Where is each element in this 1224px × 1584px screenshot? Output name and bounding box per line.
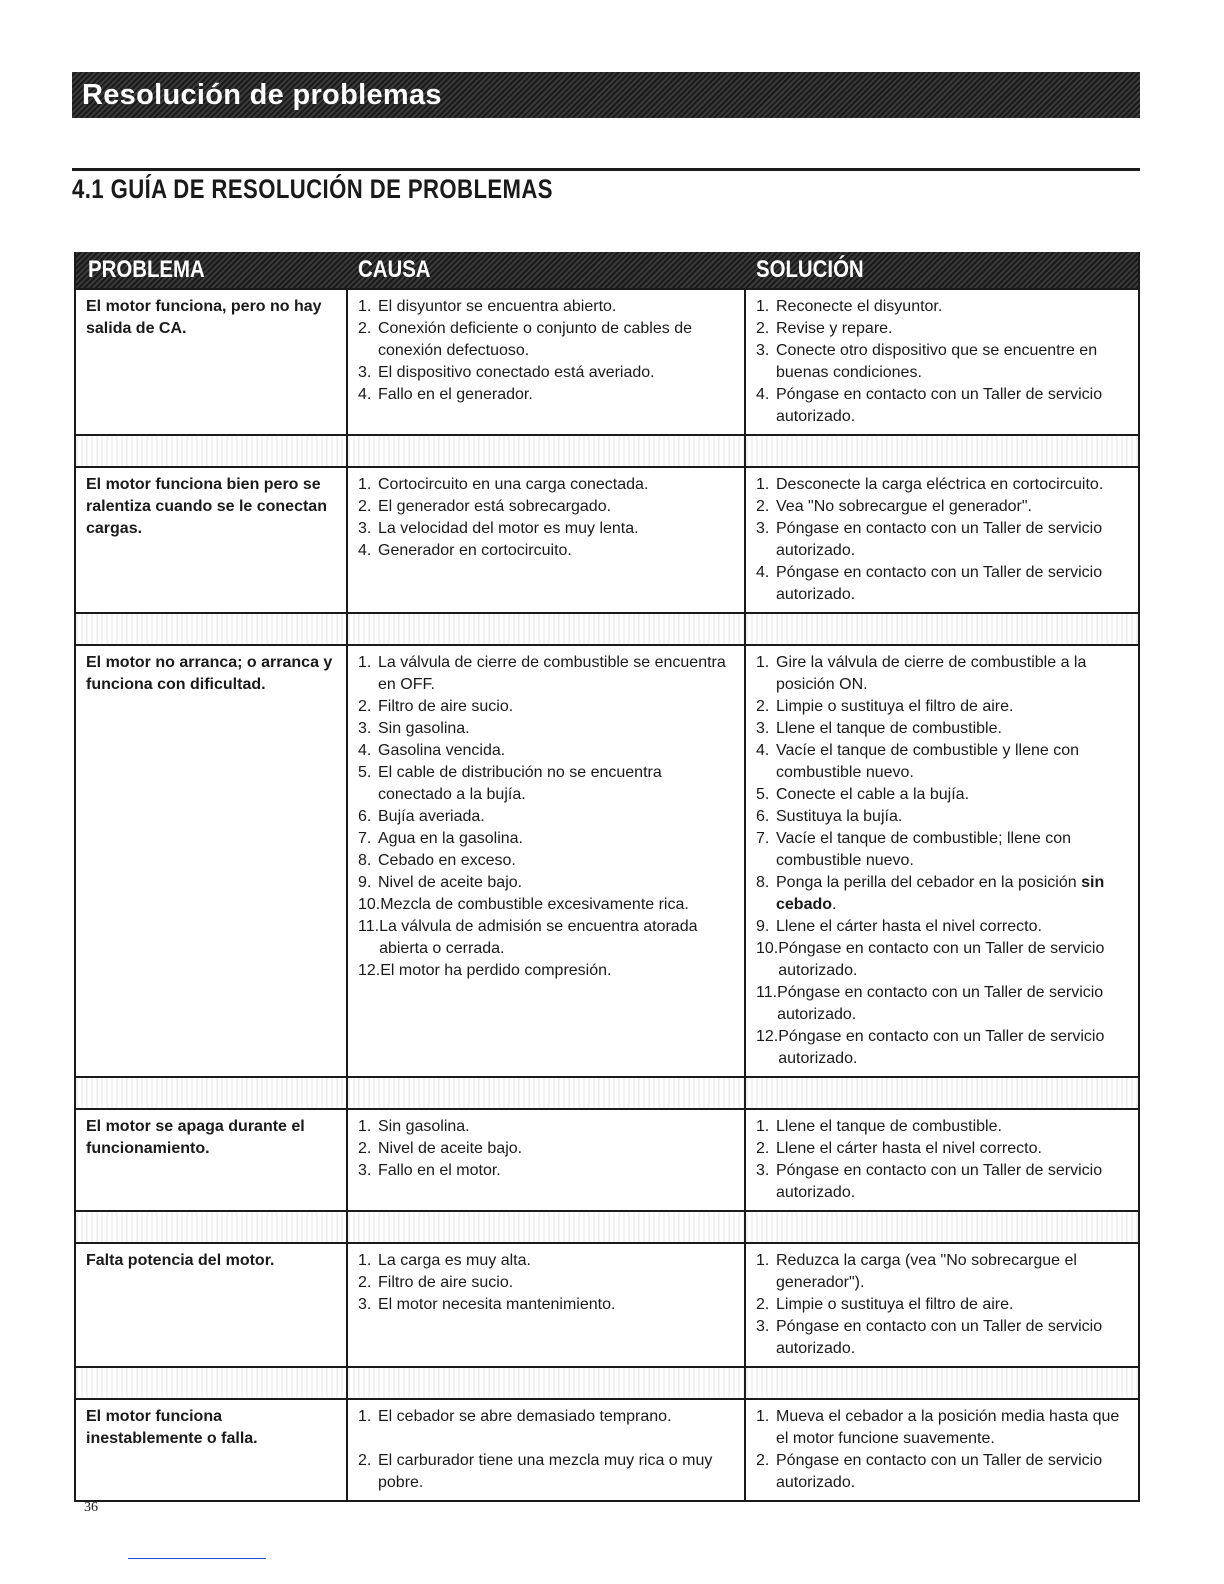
list-item xyxy=(358,916,734,960)
item-text xyxy=(776,916,1128,938)
item-text-main: Generador en cortocircuito. xyxy=(378,542,572,559)
spacer-cell xyxy=(346,614,744,644)
item-text xyxy=(776,1160,1128,1204)
list-item xyxy=(756,318,1128,340)
item-text-main: Bujía averiada. xyxy=(378,808,485,825)
item-text-main: Filtro de aire sucio. xyxy=(378,698,514,715)
solution-cell xyxy=(744,646,1138,1076)
item-text-main: Llene el tanque de combustible. xyxy=(776,720,1002,737)
list-item xyxy=(756,1116,1128,1138)
item-number: 8. xyxy=(358,852,372,869)
item-text xyxy=(776,1450,1128,1494)
table-row xyxy=(76,644,1138,1076)
item-text-main: Vea "No sobrecargue el generador". xyxy=(776,498,1032,515)
item-number: 7. xyxy=(358,830,372,847)
item-number: 4. xyxy=(358,742,372,759)
list-item xyxy=(756,1250,1128,1294)
list-item xyxy=(756,696,1128,718)
item-number: 11. xyxy=(358,918,380,935)
item-text xyxy=(379,916,734,960)
list-item xyxy=(756,562,1128,606)
item-text-main: Póngase en contacto con un Taller de servicio autorizado. xyxy=(776,1452,1103,1491)
list-item xyxy=(756,340,1128,384)
chapter-title: Resolución de problemas xyxy=(82,78,442,111)
list-item xyxy=(756,652,1128,696)
item-number: 3. xyxy=(358,1296,372,1313)
solution-list xyxy=(756,1250,1128,1360)
list-item xyxy=(358,318,734,362)
item-number: 3. xyxy=(358,364,372,381)
item-text xyxy=(776,340,1128,384)
item-text-main: Vacíe el tanque de combustible y llene con combustible nuevo. xyxy=(776,742,1080,781)
item-text-main: La válvula de cierre de combustible se encuentra en OFF. xyxy=(378,654,726,693)
list-item xyxy=(756,1450,1128,1494)
item-text-main: Póngase en contacto con un Taller de servicio autorizado. xyxy=(776,564,1103,603)
table-row xyxy=(76,1108,1138,1210)
item-text-main: Llene el tanque de combustible. xyxy=(776,1118,1002,1135)
item-text-main: Póngase en contacto con un Taller de servicio autorizado. xyxy=(777,984,1104,1023)
item-text xyxy=(776,740,1128,784)
list-item xyxy=(756,384,1128,428)
list-item xyxy=(358,1138,734,1160)
cause-cell xyxy=(346,468,744,612)
item-text-main: Conecte otro dispositivo que se encuentre en buenas condiciones. xyxy=(776,342,1098,381)
spacer-cell xyxy=(744,1368,1138,1398)
item-text-main: Sustituya la bujía. xyxy=(776,808,903,825)
solution-list xyxy=(756,1116,1128,1204)
solution-list xyxy=(756,652,1128,1070)
item-text-main: Póngase en contacto con un Taller de servicio autorizado. xyxy=(778,1028,1105,1067)
item-text-main: Llene el cárter hasta el nivel correcto. xyxy=(776,1140,1042,1157)
row-spacer xyxy=(76,612,1138,644)
item-text-main: Póngase en contacto con un Taller de servicio autorizado. xyxy=(776,1318,1103,1357)
item-text-main: Limpie o sustituya el filtro de aire. xyxy=(776,1296,1014,1313)
item-text xyxy=(776,384,1128,428)
list-item xyxy=(358,1406,734,1428)
item-number: 2. xyxy=(756,498,770,515)
item-text-main: Cebado en exceso. xyxy=(378,852,516,869)
item-text-main: Nivel de aceite bajo. xyxy=(378,874,523,891)
list-item xyxy=(756,474,1128,496)
item-text-bold: sin cebado xyxy=(776,874,1105,913)
item-text xyxy=(378,1138,734,1160)
row-spacer xyxy=(76,1366,1138,1398)
list-item xyxy=(756,828,1128,872)
item-text xyxy=(776,518,1128,562)
item-number: 1. xyxy=(358,298,372,315)
item-text xyxy=(776,806,1128,828)
list-item xyxy=(358,740,734,762)
item-text xyxy=(378,828,734,850)
solution-cell xyxy=(744,290,1138,434)
item-text xyxy=(776,1250,1128,1294)
item-text xyxy=(378,518,734,540)
item-number: 1. xyxy=(358,1408,372,1425)
problem-cell: El motor funciona bien pero se ralentiza cuando se le conectan cargas. xyxy=(86,476,327,537)
cause-list xyxy=(358,296,734,406)
spacer-cell xyxy=(76,1078,346,1108)
item-text xyxy=(776,562,1128,606)
item-text-main: Gasolina vencida. xyxy=(378,742,506,759)
list-item xyxy=(358,894,734,916)
item-text-main: Agua en la gasolina. xyxy=(378,830,523,847)
item-number: 2. xyxy=(358,698,372,715)
list-item xyxy=(358,960,734,982)
list-item xyxy=(358,474,734,496)
list-item xyxy=(358,696,734,718)
list-item xyxy=(358,296,734,318)
item-text xyxy=(778,938,1128,982)
item-text xyxy=(776,318,1128,340)
item-text-main: Cortocircuito en una carga conectada. xyxy=(378,476,649,493)
item-number: 3. xyxy=(756,1162,770,1179)
item-number: 9. xyxy=(358,874,372,891)
item-text xyxy=(378,318,734,362)
item-text xyxy=(776,496,1128,518)
solution-list xyxy=(756,474,1128,606)
item-text-main: Póngase en contacto con un Taller de servicio autorizado. xyxy=(776,386,1103,425)
list-item xyxy=(358,518,734,540)
item-text-main: El motor necesita mantenimiento. xyxy=(378,1296,616,1313)
item-text-main: Limpie o sustituya el filtro de aire. xyxy=(776,698,1014,715)
item-text xyxy=(378,1250,734,1272)
item-text xyxy=(378,540,734,562)
row-spacer xyxy=(76,1210,1138,1242)
table-row xyxy=(76,288,1138,434)
cause-list xyxy=(358,1406,734,1494)
list-item xyxy=(756,718,1128,740)
item-text-after: . xyxy=(832,896,837,913)
item-text-main: Desconecte la carga eléctrica en cortocircuito. xyxy=(776,476,1104,493)
spacer-cell xyxy=(346,1212,744,1242)
item-text xyxy=(378,696,734,718)
item-text-main: Póngase en contacto con un Taller de servicio autorizado. xyxy=(778,940,1105,979)
item-number: 1. xyxy=(756,476,770,493)
item-text xyxy=(776,652,1128,696)
item-text xyxy=(776,1116,1128,1138)
item-text-main: El generador está sobrecargado. xyxy=(378,498,612,515)
spacer-cell xyxy=(346,1078,744,1108)
item-text-main: Sin gasolina. xyxy=(378,1118,470,1135)
item-number: 3. xyxy=(756,342,770,359)
item-text xyxy=(776,1294,1128,1316)
item-text-main: Filtro de aire sucio. xyxy=(378,1274,514,1291)
item-number: 1. xyxy=(756,298,770,315)
item-number: 4. xyxy=(358,386,372,403)
list-item xyxy=(358,1160,734,1182)
problem-cell: El motor funciona inestablemente o falla. xyxy=(86,1408,258,1447)
item-text xyxy=(776,1406,1128,1450)
item-number: 12. xyxy=(756,1028,779,1045)
item-number: 9. xyxy=(756,918,770,935)
list-item xyxy=(358,496,734,518)
item-text xyxy=(378,496,734,518)
item-number: 3. xyxy=(756,520,770,537)
list-item xyxy=(358,652,734,696)
spacer-cell xyxy=(346,436,744,466)
item-text xyxy=(776,872,1128,916)
chapter-banner xyxy=(72,72,1140,118)
item-text xyxy=(378,718,734,740)
item-text-main: La velocidad del motor es muy lenta. xyxy=(378,520,639,537)
spacer-cell xyxy=(76,1368,346,1398)
item-text xyxy=(378,872,734,894)
cause-list xyxy=(358,474,734,562)
item-number: 1. xyxy=(756,1118,770,1135)
item-number: 4. xyxy=(358,542,372,559)
item-text-main: Reconecte el disyuntor. xyxy=(776,298,943,315)
list-item xyxy=(358,762,734,806)
item-number: 2. xyxy=(756,1452,770,1469)
list-item xyxy=(358,362,734,384)
list-item xyxy=(756,740,1128,784)
page-number: 36 xyxy=(84,1500,98,1515)
list-item xyxy=(358,806,734,828)
item-number: 11. xyxy=(756,984,778,1001)
item-number: 4. xyxy=(756,564,770,581)
cause-cell xyxy=(346,1400,744,1500)
table-row xyxy=(76,1242,1138,1366)
list-item xyxy=(756,982,1128,1026)
item-text-main: El disyuntor se encuentra abierto. xyxy=(378,298,617,315)
item-text-main: Conecte el cable a la bujía. xyxy=(776,786,970,803)
table-header xyxy=(76,252,1138,288)
item-text-main: Sin gasolina. xyxy=(378,720,470,737)
section-rule xyxy=(72,168,1140,171)
list-item xyxy=(756,1026,1128,1070)
item-number: 12. xyxy=(358,962,381,979)
item-text xyxy=(378,384,734,406)
item-number: 5. xyxy=(756,786,770,803)
item-text-main: Fallo en el motor. xyxy=(378,1162,501,1179)
item-number: 7. xyxy=(756,830,770,847)
list-item xyxy=(358,850,734,872)
item-number: 2. xyxy=(358,1140,372,1157)
item-number: 1. xyxy=(358,1252,372,1269)
item-text xyxy=(776,784,1128,806)
spacer-cell xyxy=(744,614,1138,644)
cause-cell xyxy=(346,290,744,434)
item-text xyxy=(778,1026,1128,1070)
item-number: 1. xyxy=(756,654,770,671)
item-text xyxy=(378,1116,734,1138)
spacer-cell xyxy=(744,1212,1138,1242)
solution-cell xyxy=(744,1400,1138,1500)
item-text-main: La válvula de admisión se encuentra atorada abierta o cerrada. xyxy=(379,918,698,957)
item-number: 10. xyxy=(756,940,779,957)
item-text xyxy=(378,762,734,806)
item-text xyxy=(378,806,734,828)
list-item xyxy=(756,1316,1128,1360)
item-text-main: Póngase en contacto con un Taller de servicio autorizado. xyxy=(776,520,1103,559)
item-text-main: Vacíe el tanque de combustible; llene con combustible nuevo. xyxy=(776,830,1072,869)
list-item xyxy=(756,518,1128,562)
item-number: 8. xyxy=(756,874,770,891)
spacer-cell xyxy=(346,1368,744,1398)
item-number: 2. xyxy=(756,320,770,337)
item-number: 3. xyxy=(358,1162,372,1179)
item-number: 2. xyxy=(756,1140,770,1157)
item-number: 1. xyxy=(358,654,372,671)
item-text-main: Reduzca la carga (vea "No sobrecargue el generador"). xyxy=(776,1252,1077,1291)
solution-list xyxy=(756,1406,1128,1494)
item-number: 2. xyxy=(756,698,770,715)
item-number: 6. xyxy=(358,808,372,825)
problem-cell: Falta potencia del motor. xyxy=(86,1252,275,1269)
item-number: 4. xyxy=(756,386,770,403)
item-number: 3. xyxy=(358,720,372,737)
list-item xyxy=(358,1450,734,1494)
item-text-main: El carburador tiene una mezcla muy rica o muy pobre. xyxy=(378,1452,713,1491)
item-number: 2. xyxy=(358,320,372,337)
item-text xyxy=(380,894,734,916)
cause-cell xyxy=(346,1244,744,1366)
solution-cell xyxy=(744,1244,1138,1366)
troubleshooting-table xyxy=(74,252,1140,1502)
cause-list xyxy=(358,1250,734,1316)
item-number: 1. xyxy=(756,1408,770,1425)
item-number: 4. xyxy=(756,742,770,759)
item-number: 1. xyxy=(358,1118,372,1135)
item-text xyxy=(378,362,734,384)
cause-cell xyxy=(346,646,744,1076)
item-text xyxy=(378,1160,734,1182)
list-item xyxy=(756,806,1128,828)
spacer-cell xyxy=(76,1212,346,1242)
list-item xyxy=(358,540,734,562)
item-number: 3. xyxy=(358,520,372,537)
problem-cell: El motor no arranca; o arranca y funciona con dificultad. xyxy=(86,654,333,693)
item-text xyxy=(776,718,1128,740)
cause-cell xyxy=(346,1110,744,1210)
item-text-main: Revise y repare. xyxy=(776,320,893,337)
list-item xyxy=(756,1294,1128,1316)
list-item xyxy=(358,1250,734,1272)
solution-cell xyxy=(744,468,1138,612)
list-item xyxy=(756,296,1128,318)
spacer-cell xyxy=(744,1078,1138,1108)
list-item xyxy=(756,1406,1128,1450)
item-number: 1. xyxy=(358,476,372,493)
item-text-main: El cebador se abre demasiado temprano. xyxy=(378,1408,672,1425)
row-spacer xyxy=(76,434,1138,466)
solution-cell xyxy=(744,1110,1138,1210)
list-item xyxy=(358,384,734,406)
footer-line xyxy=(128,1558,266,1559)
item-text-main: Póngase en contacto con un Taller de servicio autorizado. xyxy=(776,1162,1103,1201)
item-text xyxy=(776,296,1128,318)
item-text-main: Mezcla de combustible excesivamente rica. xyxy=(380,896,689,913)
spacer-cell xyxy=(76,614,346,644)
header-solution: SOLUCIÓN xyxy=(756,256,864,283)
list-item xyxy=(756,1160,1128,1204)
item-number: 2. xyxy=(358,498,372,515)
item-text-main: Llene el cárter hasta el nivel correcto. xyxy=(776,918,1042,935)
item-text xyxy=(378,652,734,696)
item-text xyxy=(378,1272,734,1294)
spacer-cell xyxy=(76,436,346,466)
problem-cell: El motor funciona, pero no hay salida de CA. xyxy=(86,298,322,337)
list-item xyxy=(358,718,734,740)
item-text-main: Gire la válvula de cierre de combustible a la posición ON. xyxy=(776,654,1087,693)
item-text xyxy=(776,1138,1128,1160)
item-number: 10. xyxy=(358,896,381,913)
item-number: 6. xyxy=(756,808,770,825)
item-number: 2. xyxy=(358,1274,372,1291)
item-text xyxy=(378,850,734,872)
list-item xyxy=(756,916,1128,938)
header-problem: PROBLEMA xyxy=(88,256,205,283)
item-text-main: El cable de distribución no se encuentra conectado a la bujía. xyxy=(378,764,662,803)
item-number: 3. xyxy=(756,1318,770,1335)
list-item xyxy=(756,784,1128,806)
item-text-main: Fallo en el generador. xyxy=(378,386,533,403)
item-text-main: Mueva el cebador a la posición media hasta que el motor funcione suavemente. xyxy=(776,1408,1120,1447)
item-number: 2. xyxy=(756,1296,770,1313)
item-text-main: Ponga la perilla del cebador en la posición xyxy=(776,874,1082,891)
solution-list xyxy=(756,296,1128,428)
item-text-main: El dispositivo conectado está averiado. xyxy=(378,364,655,381)
list-item xyxy=(358,1272,734,1294)
problem-cell: El motor se apaga durante el funcionamiento. xyxy=(86,1118,305,1157)
row-spacer xyxy=(76,1076,1138,1108)
list-item xyxy=(358,828,734,850)
item-text xyxy=(776,1316,1128,1360)
item-number: 2. xyxy=(358,1452,372,1469)
list-item xyxy=(358,1116,734,1138)
item-number: 3. xyxy=(756,720,770,737)
item-text xyxy=(378,1450,734,1494)
item-text xyxy=(378,740,734,762)
list-item xyxy=(756,1138,1128,1160)
item-text-main: Nivel de aceite bajo. xyxy=(378,1140,523,1157)
item-text xyxy=(378,1406,734,1428)
list-item xyxy=(358,1294,734,1316)
item-text-main: El motor ha perdido compresión. xyxy=(380,962,612,979)
item-text-main: Conexión deficiente o conjunto de cables de conexión defectuoso. xyxy=(378,320,692,359)
item-text xyxy=(776,474,1128,496)
item-text xyxy=(378,296,734,318)
item-text-main: La carga es muy alta. xyxy=(378,1252,531,1269)
header-cause: CAUSA xyxy=(358,256,431,283)
cause-list xyxy=(358,1116,734,1182)
item-text xyxy=(378,1294,734,1316)
spacer-cell xyxy=(744,436,1138,466)
item-text xyxy=(776,696,1128,718)
table-row xyxy=(76,466,1138,612)
list-item xyxy=(358,872,734,894)
section-title: 4.1 GUÍA DE RESOLUCIÓN DE PROBLEMAS xyxy=(72,174,553,204)
item-number: 5. xyxy=(358,764,372,781)
list-item xyxy=(756,496,1128,518)
cause-list xyxy=(358,652,734,982)
list-item xyxy=(756,872,1128,916)
table-row xyxy=(76,1398,1138,1500)
item-text xyxy=(380,960,734,982)
item-text xyxy=(777,982,1128,1026)
item-text xyxy=(776,828,1128,872)
list-item xyxy=(756,938,1128,982)
item-number: 1. xyxy=(756,1252,770,1269)
item-text xyxy=(378,474,734,496)
